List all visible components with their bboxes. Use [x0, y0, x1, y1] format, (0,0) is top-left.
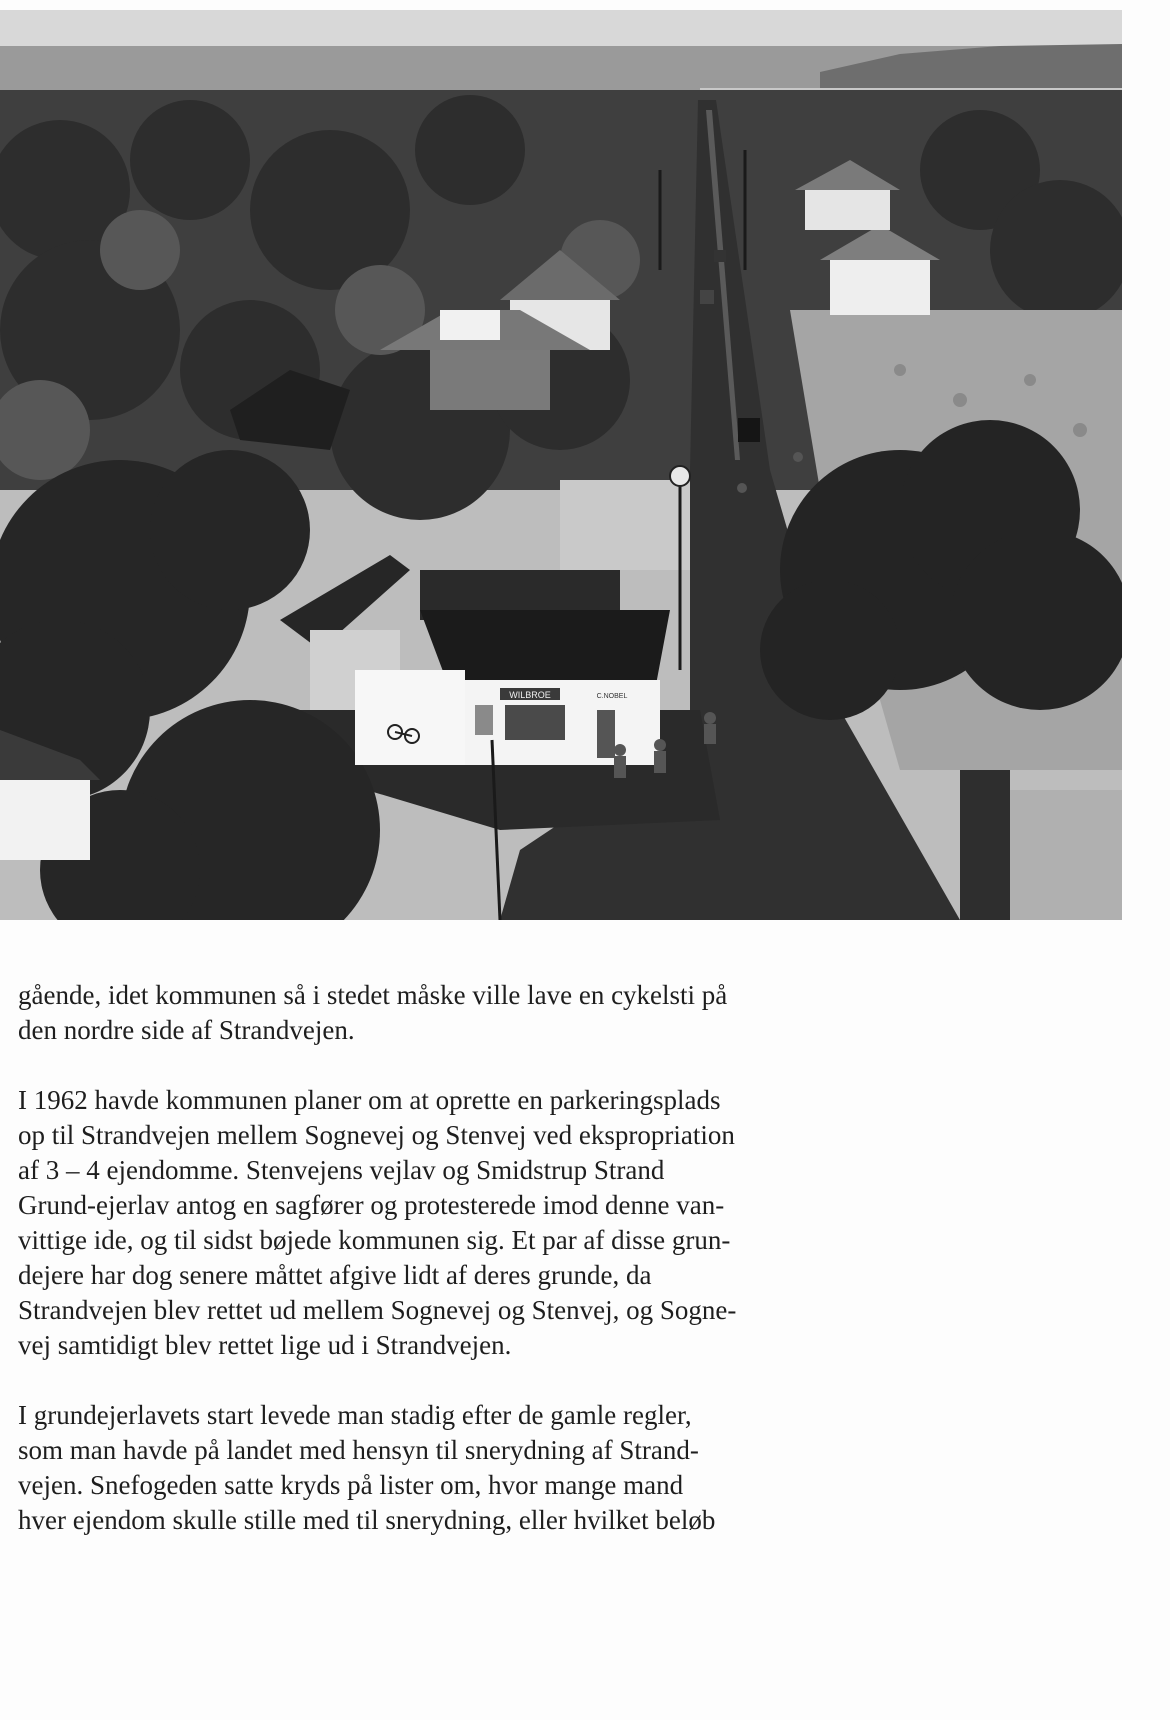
corner-shop [355, 610, 670, 765]
paragraph-2 [18, 1083, 968, 1363]
text-line: vejen. Snefogeden satte kryds på lister om, hvor mange mand [18, 1470, 684, 1500]
text-line: vej samtidigt blev rettet lige ud i Strandvejen. [18, 1330, 512, 1360]
text-line: af 3 – 4 ejendomme. Stenvejens vejlav og Smidstrup Strand [18, 1155, 665, 1185]
car [738, 418, 760, 442]
text-line: hver ejendom skulle stille med til snerydning, eller hvilket beløb [18, 1505, 716, 1535]
aerial-photograph [0, 10, 1122, 920]
photo-illustration [0, 10, 1122, 920]
text-line: gående, idet kommunen så i stedet måske ville lave en cykelsti på [18, 980, 728, 1010]
shop-sign: WILBROE [509, 690, 551, 700]
paragraph-1 [18, 978, 968, 1048]
text-line: Grund-ejerlav antog en sagfører og protesterede imod denne van- [18, 1190, 725, 1220]
text-line: vittige ide, og til sidst bøjede kommunen sig. Et par af disse grun- [18, 1225, 731, 1255]
text-line: den nordre side af Strandvejen. [18, 1015, 355, 1045]
text-line: I 1962 havde kommunen planer om at oprette en parkeringsplads [18, 1085, 721, 1115]
text-line: I grundejerlavets start levede man stadig efter de gamle regler, [18, 1400, 692, 1430]
text-line: Strandvejen blev rettet ud mellem Sognevej og Stenvej, og Sogne- [18, 1295, 737, 1325]
text-line: op til Strandvejen mellem Sognevej og Stenvej ved ekspropriation [18, 1120, 735, 1150]
body-text [18, 978, 968, 1573]
shop-side-sign: C.NOBEL [596, 693, 628, 700]
text-line: dejere har dog senere måttet afgive lidt af deres grunde, da [18, 1260, 652, 1290]
text-line: som man havde på landet med hensyn til snerydning af Strand- [18, 1435, 699, 1465]
paragraph-3 [18, 1398, 968, 1538]
